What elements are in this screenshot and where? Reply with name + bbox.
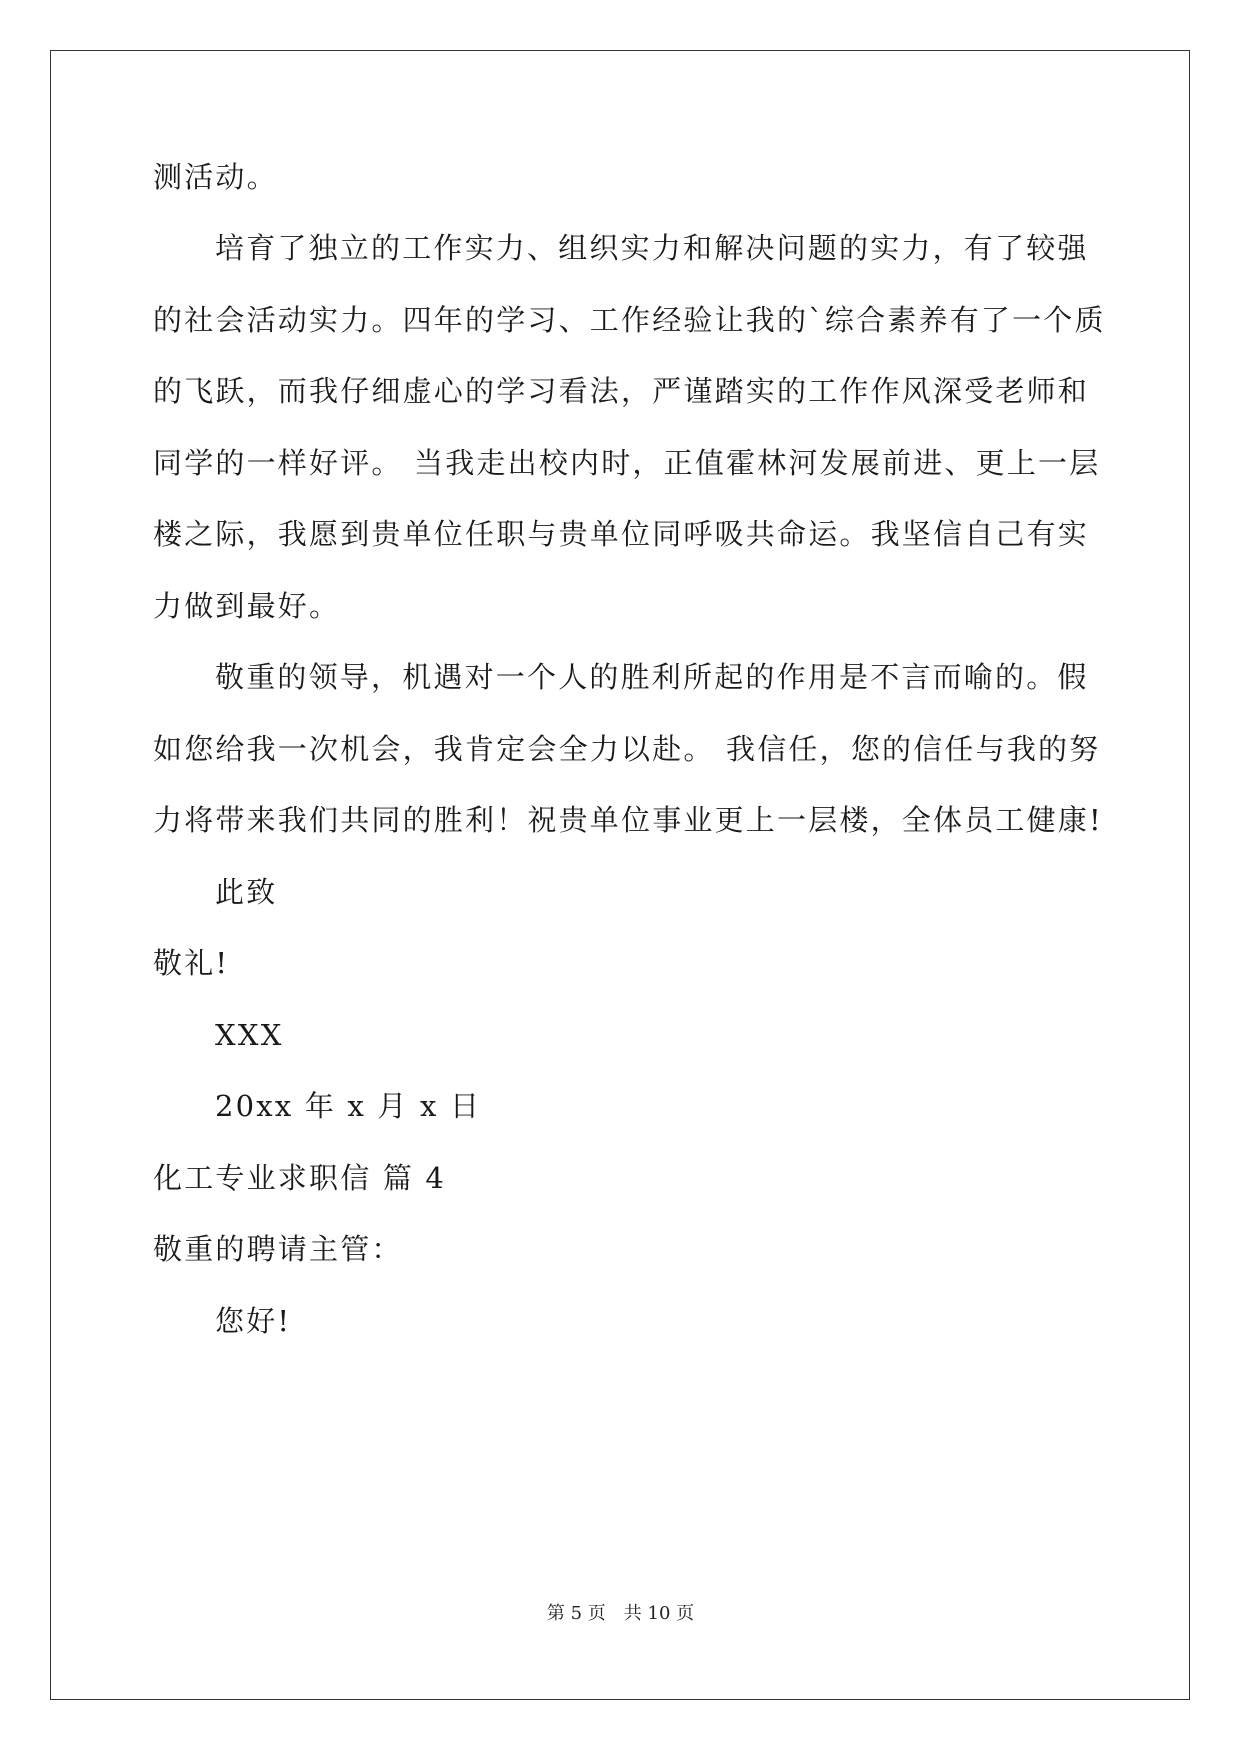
letter-greeting: 敬重的聘请主管： — [153, 1232, 403, 1266]
text-line: 的飞跃，而我仔细虚心的学习看法，严谨踏实的工作作风深受老师和 — [153, 374, 1090, 408]
text-line: 力将带来我们共同的胜利！祝贵单位事业更上一层楼，全体员工健康! — [153, 803, 1103, 837]
text-line: 的社会活动实力。四年的学习、工作经验让我的`综合素养有了一个质 — [153, 303, 1106, 337]
text-line: 同学的一样好评。 当我走出校内时，正值霍林河发展前进、更上一层 — [153, 446, 1101, 480]
section-heading: 化工专业求职信 篇 4 — [153, 1161, 447, 1195]
paragraph-start-line: 敬重的领导，机遇对一个人的胜利所起的作用是不言而喻的。假 — [215, 660, 1089, 694]
greeting-line: 您好! — [215, 1304, 292, 1338]
text-line: 如您给我一次机会，我肯定会全力以赴。 我信任，您的信任与我的努 — [153, 732, 1101, 766]
paragraph-start-line: 培育了独立的工作实力、组织实力和解决问题的实力，有了较强 — [215, 231, 1089, 265]
closing-phrase: 此致 — [215, 875, 278, 909]
page-total: 共 10 页 — [623, 1603, 695, 1624]
signature-name: XXX — [215, 1018, 284, 1052]
salutation-closing: 敬礼! — [153, 946, 230, 980]
page-number: 第 5 页 — [546, 1603, 606, 1624]
text-line: 测活动。 — [153, 160, 278, 194]
text-line: 楼之际，我愿到贵单位任职与贵单位同呼吸共命运。我坚信自己有实 — [153, 517, 1090, 551]
page-footer — [0, 1602, 1241, 1626]
text-line: 力做到最好。 — [153, 589, 341, 623]
signature-date: 20xx 年 x 月 x 日 — [215, 1089, 482, 1123]
